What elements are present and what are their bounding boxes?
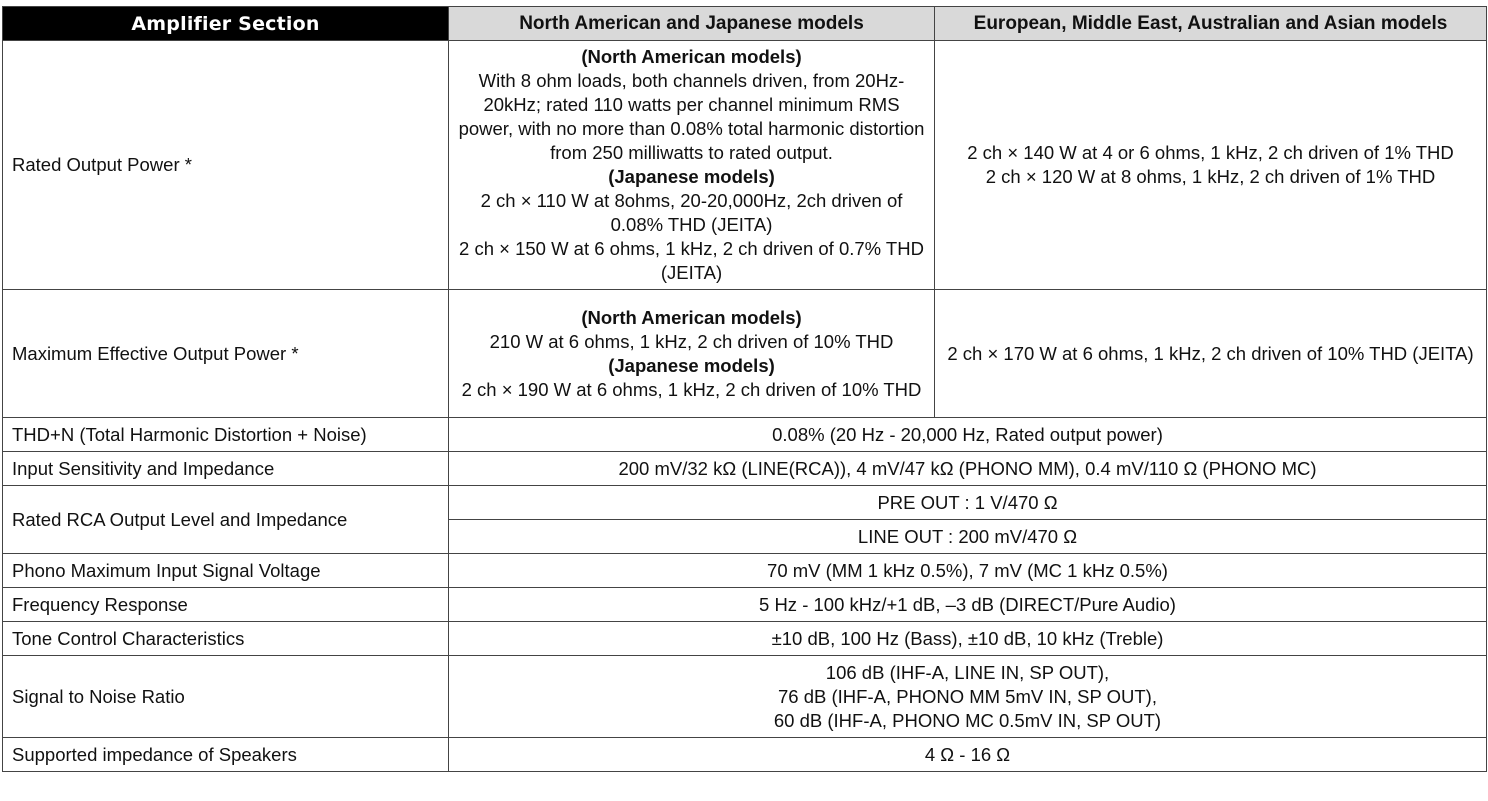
value-cell-pre-out: PRE OUT : 1 V/470 Ω: [449, 486, 1487, 520]
row-label: Rated RCA Output Level and Impedance: [3, 486, 449, 554]
value-cell: 0.08% (20 Hz - 20,000 Hz, Rated output power): [449, 418, 1487, 452]
eu-cell: [935, 41, 1487, 290]
section-header: Amplifier Section: [3, 7, 449, 41]
row-frequency-response: [3, 588, 1487, 622]
column-header-na-jp: North American and Japanese models: [449, 7, 935, 41]
row-label: Supported impedance of Speakers: [3, 738, 449, 772]
row-tone-control: [3, 622, 1487, 656]
row-label: Frequency Response: [3, 588, 449, 622]
value-cell: 4 Ω - 16 Ω: [449, 738, 1487, 772]
row-max-effective-output-power: [3, 290, 1487, 418]
eu-cell: 2 ch × 170 W at 6 ohms, 1 kHz, 2 ch driven of 10% THD (JEITA): [935, 290, 1487, 418]
value-cell-line-out: LINE OUT : 200 mV/470 Ω: [449, 520, 1487, 554]
amplifier-spec-table: [2, 6, 1487, 772]
row-label: Signal to Noise Ratio: [3, 656, 449, 738]
snr-line: 76 dB (IHF-A, PHONO MM 5mV IN, SP OUT),: [778, 685, 1157, 707]
eu-line: 2 ch × 120 W at 8 ohms, 1 kHz, 2 ch driven of 1% THD: [985, 166, 1436, 187]
na-jp-cell: [449, 41, 935, 290]
row-label: Phono Maximum Input Signal Voltage: [3, 554, 449, 588]
na-text: With 8 ohm loads, both channels driven, from 20Hz-20kHz; rated 110 watts per channel minimum RMS power, with no more than 0.08% total harmonic distortion from 250 milliwatts to rated output.: [458, 70, 925, 163]
jp-text: 2 ch × 190 W at 6 ohms, 1 kHz, 2 ch driven of 10% THD: [461, 378, 922, 400]
row-speaker-impedance: [3, 738, 1487, 772]
row-thd-n: [3, 418, 1487, 452]
value-cell: 70 mV (MM 1 kHz 0.5%), 7 mV (MC 1 kHz 0.5%): [449, 554, 1487, 588]
row-input-sensitivity: [3, 452, 1487, 486]
row-rca-output-pre-out: [3, 486, 1487, 520]
row-rated-output-power: [3, 41, 1487, 290]
jp-heading: (Japanese models): [608, 354, 775, 376]
eu-line: 2 ch × 140 W at 4 or 6 ohms, 1 kHz, 2 ch driven of 1% THD: [967, 142, 1454, 163]
na-heading: (North American models): [581, 46, 802, 67]
row-label: Input Sensitivity and Impedance: [3, 452, 449, 486]
value-cell: 200 mV/32 kΩ (LINE(RCA)), 4 mV/47 kΩ (PHONO MM), 0.4 mV/110 Ω (PHONO MC): [449, 452, 1487, 486]
row-phono-max-input: [3, 554, 1487, 588]
na-heading: (North American models): [581, 306, 802, 328]
jp-heading: (Japanese models): [608, 166, 775, 187]
snr-line: 106 dB (IHF-A, LINE IN, SP OUT),: [825, 661, 1110, 683]
value-cell: [449, 656, 1487, 738]
column-header-eu: European, Middle East, Australian and Asian models: [935, 7, 1487, 41]
row-label: Tone Control Characteristics: [3, 622, 449, 656]
row-label: THD+N (Total Harmonic Distortion + Noise): [3, 418, 449, 452]
na-text: 210 W at 6 ohms, 1 kHz, 2 ch driven of 10% THD: [489, 330, 894, 352]
value-cell: ±10 dB, 100 Hz (Bass), ±10 dB, 10 kHz (Treble): [449, 622, 1487, 656]
jp-line: 2 ch × 150 W at 6 ohms, 1 kHz, 2 ch driven of 0.7% THD (JEITA): [459, 238, 924, 283]
row-label: Rated Output Power *: [3, 41, 449, 290]
row-label: Maximum Effective Output Power *: [3, 290, 449, 418]
header-row: [3, 7, 1487, 41]
jp-line: 2 ch × 110 W at 8ohms, 20-20,000Hz, 2ch driven of 0.08% THD (JEITA): [480, 190, 903, 235]
value-cell: 5 Hz - 100 kHz/+1 dB, –3 dB (DIRECT/Pure Audio): [449, 588, 1487, 622]
snr-line: 60 dB (IHF-A, PHONO MC 0.5mV IN, SP OUT): [773, 709, 1162, 731]
na-jp-cell: [449, 290, 935, 418]
row-signal-to-noise: [3, 656, 1487, 738]
